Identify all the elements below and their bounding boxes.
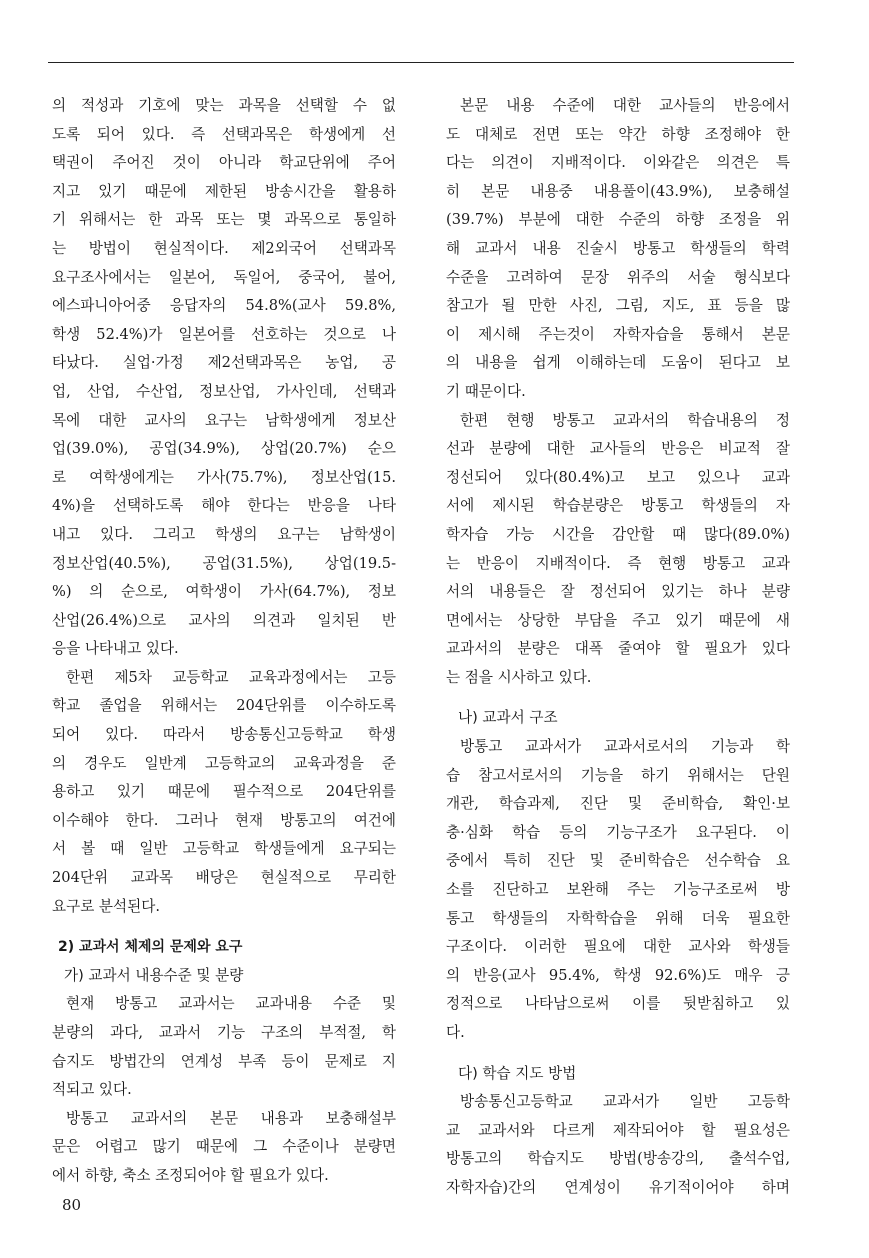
text-line: 의 내용을 쉽게 이해하는데 도움이 된다고 보 <box>446 354 790 372</box>
text-line: 적되고 있다. <box>52 1081 132 1099</box>
text-line: 해 교과서 내용 진술시 방통고 학생들의 학력 <box>446 239 790 257</box>
text-line: 통고 학생들의 자학학습을 위해 더욱 필요한 <box>446 909 790 927</box>
text-line: 정보산업(40.5%), 공업(31.5%), 상업(19.5- <box>52 554 396 572</box>
text-line: 한편 제5차 교등학교 교육과정에서는 고등 <box>66 668 396 686</box>
text-line: 내고 있다. 그리고 학생의 요구는 남학생이 <box>52 525 396 543</box>
subsection-heading: 나) 교과서 구조 <box>458 709 558 727</box>
text-line: 면에서는 상당한 부담을 주고 있기 때문에 새 <box>446 611 790 629</box>
text-line: 중에서 특히 진단 및 준비학습은 선수학습 요 <box>446 852 790 870</box>
text-line: (39.7%) 부분에 대한 수준의 하향 조정을 위 <box>446 211 790 229</box>
text-line: 선과 분량에 대한 교사들의 반응은 비교적 잘 <box>446 440 790 458</box>
section-gap <box>446 1048 790 1060</box>
text-line: 에스파니아어중 응답자의 54.8%(교사 59.8%, <box>52 297 396 315</box>
paragraph-left-3 <box>52 990 396 1104</box>
text-line: 문은 어렵고 많기 때문에 그 수준이나 분량면 <box>52 1138 396 1156</box>
right-column <box>446 92 790 1203</box>
paragraph-left-4 <box>52 1105 396 1191</box>
text-line: 구조이다. 이러한 필요에 대한 교사와 학생들 <box>446 938 790 956</box>
text-line: 자학자습)간의 연계성이 유기적이어야 하며 <box>446 1178 790 1196</box>
text-line: 서의 내용들은 잘 정선되어 있기는 하나 분량 <box>446 583 790 601</box>
text-line: 타났다. 실업·가정 제2선택과목은 농업, 공 <box>52 354 396 372</box>
text-line: 로 여학생에게는 가사(75.7%), 정보산업(15. <box>52 468 396 486</box>
text-line: 응을 나타내고 있다. <box>52 640 179 658</box>
subsection-heading: 다) 학습 지도 방법 <box>458 1064 577 1082</box>
text-line: 충·심화 학습 등의 기능구조가 요구된다. 이 <box>446 823 790 841</box>
text-line: 소를 진단하고 보완해 주는 기능구조로써 방 <box>446 881 790 899</box>
text-line: 다는 의견이 지배적이다. 이와같은 의견은 특 <box>446 154 790 172</box>
left-column <box>52 92 396 1191</box>
text-line: 방통고 교과서가 교과서로서의 기능과 학 <box>460 738 790 756</box>
text-line: 방통고 교과서의 본문 내용과 보충해설부 <box>66 1109 396 1127</box>
text-line: 교 교과서와 다르게 제작되어야 할 필요성은 <box>446 1121 790 1139</box>
text-line: 택권이 주어진 것이 아니라 학교단위에 주어 <box>52 154 396 172</box>
text-line: 기 때문이다. <box>446 382 526 400</box>
paragraph-left-2 <box>52 664 396 921</box>
text-line: 서에 제시된 학습분량은 방통고 학생들의 자 <box>446 497 790 515</box>
paragraph-right-1 <box>446 92 790 407</box>
text-line: 방송통신고등학교 교과서가 일반 고등학 <box>460 1093 790 1111</box>
text-line: 의 반응(교사 95.4%, 학생 92.6%)도 매우 긍 <box>446 966 790 984</box>
section-gap <box>446 692 790 704</box>
text-line: 되어 있다. 따라서 방송통신고등학교 학생 <box>52 726 396 744</box>
section-heading: 2) 교과서 체제의 문제와 요구 <box>58 939 243 956</box>
text-line: 학교 졸업을 위해서는 204단위를 이수하도록 <box>52 697 396 715</box>
text-line: 지고 있기 때문에 제한된 방송시간을 활용하 <box>52 182 396 200</box>
text-line: 히 본문 내용중 내용풀이(43.9%), 보충해설 <box>446 182 790 200</box>
text-line: 는 반응이 지배적이다. 즉 현행 방통고 교과 <box>446 554 790 572</box>
text-line: 학자습 가능 시간을 감안할 때 많다(89.0%) <box>446 525 790 543</box>
text-line: 요구로 분석된다. <box>52 897 160 915</box>
text-line: 교과서의 분량은 대폭 줄여야 할 필요가 있다 <box>446 640 790 658</box>
text-line: 본문 내용 수준에 대한 교사들의 반응에서 <box>460 97 790 114</box>
text-line: 습 참고서로서의 기능을 하기 위해서는 단원 <box>446 766 790 784</box>
text-line: 분량의 과다, 교과서 기능 구조의 부적절, 학 <box>52 1024 396 1041</box>
text-line: 산업(26.4%)으로 교사의 의견과 일치된 반 <box>52 611 396 629</box>
subsection-heading: 가) 교과서 내용수준 및 분량 <box>64 966 244 984</box>
text-line: 한편 현행 방통고 교과서의 학습내용의 정 <box>460 411 790 429</box>
section-gap <box>52 921 396 933</box>
text-line: 에서 하향, 축소 조정되어야 할 필요가 있다. <box>52 1166 329 1184</box>
text-line: 목에 대한 교사의 요구는 남학생에게 정보산 <box>52 411 396 429</box>
text-line: 정적으로 나타남으로써 이를 뒷받침하고 있 <box>446 995 790 1013</box>
text-line: 정선되어 있다(80.4%)고 보고 있으나 교과 <box>446 468 790 486</box>
text-line: 업(39.0%), 공업(34.9%), 상업(20.7%) 순으 <box>52 440 396 458</box>
paragraph-right-2 <box>446 407 790 693</box>
text-line: 서 볼 때 일반 고등학교 학생들에게 요구되는 <box>52 840 396 858</box>
text-line: 도록 되어 있다. 즉 선택과목은 학생에게 선 <box>52 125 396 143</box>
text-line: 현재 방통고 교과서는 교과내용 수준 및 <box>66 995 396 1013</box>
text-line: 용하고 있기 때문에 필수적으로 204단위를 <box>52 783 396 801</box>
text-line: 도 대체로 전면 또는 약간 하향 조정해야 한 <box>446 125 790 143</box>
text-line: 의 적성과 기호에 맞는 과목을 선택할 수 없 <box>52 97 396 114</box>
text-line: 업, 산업, 수산업, 정보산업, 가사인데, 선택과 <box>52 382 396 400</box>
text-line: 이 제시해 주는것이 자학자습을 통해서 본문 <box>446 325 790 343</box>
text-line: 는 점을 시사하고 있다. <box>446 668 592 686</box>
text-line: 는 방법이 현실적이다. 제2외국어 선택과목 <box>52 239 396 257</box>
text-line: 4%)을 선택하도록 해야 한다는 반응을 나타 <box>52 497 396 515</box>
paragraph-right-4 <box>446 1088 790 1202</box>
header-rule <box>48 62 794 63</box>
text-line: 수준을 고려하여 문장 위주의 서술 형식보다 <box>446 268 790 286</box>
text-line: 학생 52.4%)가 일본어를 선호하는 것으로 나 <box>52 325 396 343</box>
text-line: %) 의 순으로, 여학생이 가사(64.7%), 정보 <box>52 583 396 601</box>
text-line: 이수해야 한다. 그러나 현재 방통고의 여건에 <box>52 811 396 829</box>
text-line: 다. <box>446 1024 465 1041</box>
page-number: 80 <box>62 1196 82 1214</box>
text-line: 기 위해서는 한 과목 또는 몇 과목으로 통일하 <box>52 211 396 229</box>
text-line: 참고가 될 만한 사진, 그림, 지도, 표 등을 많 <box>446 297 790 315</box>
paragraph-right-3 <box>446 733 790 1048</box>
text-line: 요구조사에서는 일본어, 독일어, 중국어, 불어, <box>52 268 396 286</box>
paragraph-left-1 <box>52 92 396 664</box>
text-line: 습지도 방법간의 연계성 부족 등이 문제로 지 <box>52 1052 396 1070</box>
text-line: 방통고의 학습지도 방법(방송강의, 출석수업, <box>446 1150 790 1168</box>
text-line: 개관, 학습과제, 진단 및 준비학습, 확인·보 <box>446 795 790 813</box>
text-line: 의 경우도 일반계 고등학교의 교육과정을 준 <box>52 754 396 772</box>
text-line: 204단위 교과목 배당은 현실적으로 무리한 <box>52 869 396 887</box>
